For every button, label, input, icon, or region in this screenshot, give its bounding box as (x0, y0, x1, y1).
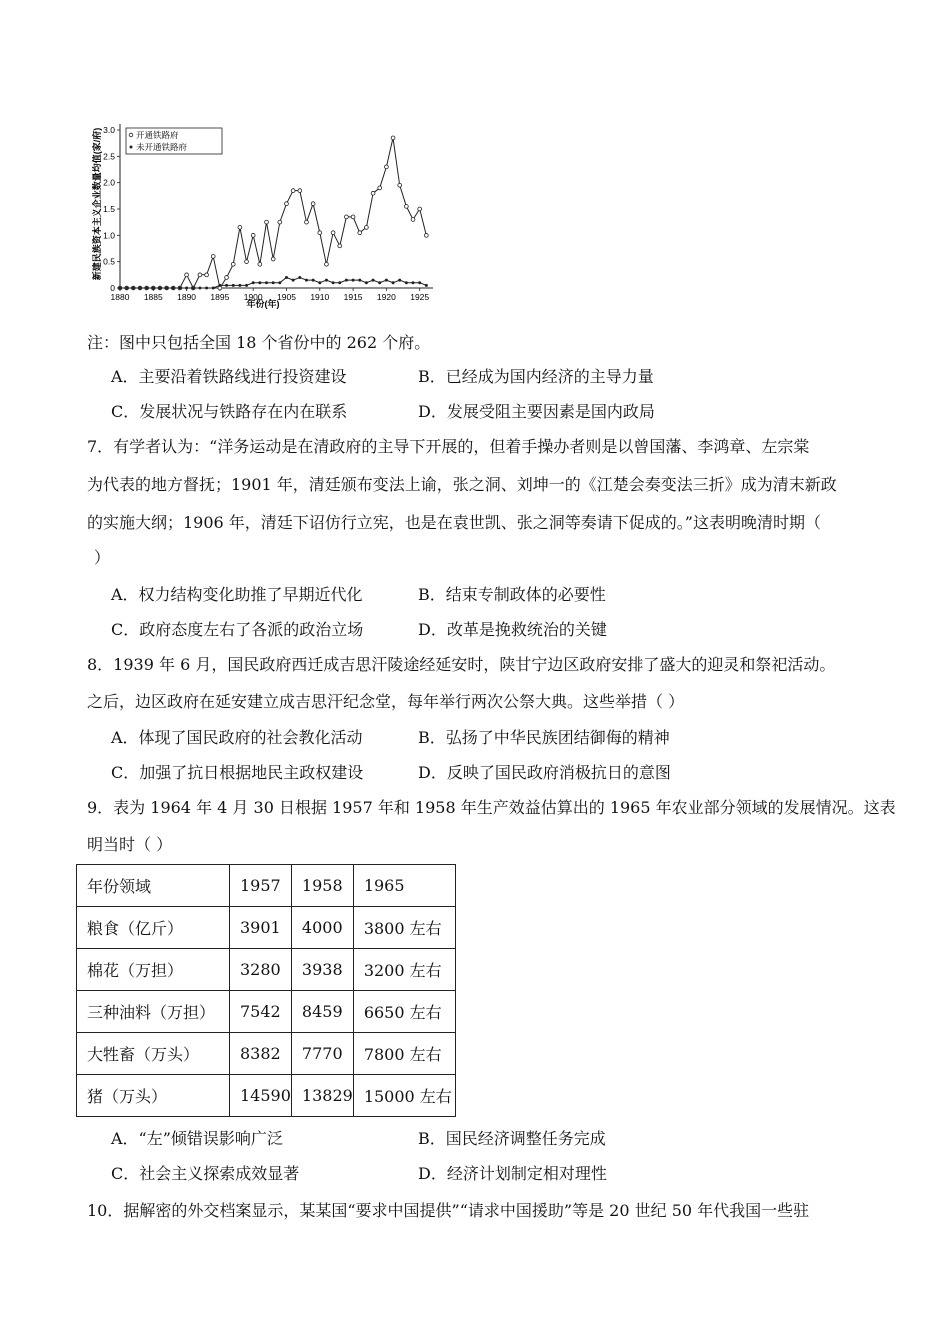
q7-option-d[interactable]: D．改革是挽救统治的关键 (418, 620, 607, 639)
data-point-railway (225, 276, 229, 280)
q9-stem-line1: 9．表为 1964 年 4 月 30 日根据 1957 年和 1958 年生产效益估算出的 1965 年农业部分领域的发展情况。这表 (87, 798, 896, 817)
x-tick-label: 1890 (177, 292, 197, 302)
x-tick-label: 1925 (410, 292, 430, 302)
chart-note: 注：图中只包括全国 18 个省份中的 262 个府。 (87, 333, 431, 352)
data-point-no-railway (192, 287, 195, 290)
q8-stem-line2: 之后，边区政府在延安建立成吉思汗纪念堂，每年举行两次公祭大典。这些举措（ ） (87, 692, 685, 711)
data-point-railway (358, 231, 362, 235)
data-point-railway (325, 262, 329, 266)
data-point-no-railway (425, 284, 428, 287)
table-cell: 粮食（亿斤） (77, 907, 230, 949)
data-point-railway (245, 260, 249, 264)
q7-option-c[interactable]: C．政府态度左右了各派的政治立场 (111, 620, 364, 639)
x-axis-label: 年份(年) (246, 299, 280, 309)
y-tick-label: 3.0 (103, 125, 115, 135)
q7-option-b[interactable]: B．结束专制政体的必要性 (418, 585, 606, 604)
table-cell: 6650 左右 (353, 991, 455, 1033)
q8-option-b[interactable]: B．弘扬了中华民族团结御侮的精神 (418, 728, 670, 747)
data-point-railway (371, 191, 375, 195)
data-point-no-railway (418, 281, 421, 284)
q6-option-b[interactable]: B．已经成为国内经济的主导力量 (418, 367, 654, 386)
data-point-railway (398, 183, 402, 187)
data-point-no-railway (298, 276, 301, 279)
y-tick-label: 2.0 (103, 177, 115, 188)
table-header-cell: 1965 (353, 865, 455, 907)
data-point-railway (391, 136, 395, 140)
y-tick-label: 0 (110, 283, 115, 293)
y-axis-label: 新建民族资本主义企业数量均值(家/府) (92, 127, 102, 281)
data-point-no-railway (312, 279, 315, 282)
legend-label-no-railway: 未开通铁路府 (136, 142, 188, 152)
chart-series (118, 136, 428, 290)
data-point-railway (211, 255, 215, 259)
table-header-row (77, 865, 456, 907)
q9-stem-line2: 明当时（ ） (87, 835, 173, 854)
table-header-cell: 年份领域 (77, 865, 230, 907)
table-cell: 3901 (230, 907, 292, 949)
data-point-railway (231, 262, 235, 266)
data-point-railway (265, 220, 269, 224)
data-point-railway (411, 218, 415, 222)
q8-option-a[interactable]: A．体现了国民政府的社会教化活动 (111, 728, 363, 747)
data-point-no-railway (332, 281, 335, 284)
data-point-railway (251, 233, 255, 237)
data-point-no-railway (358, 279, 361, 282)
data-point-railway (418, 207, 422, 211)
data-point-railway (205, 273, 209, 277)
q9-option-a[interactable]: A．“左”倾错误影响广泛 (111, 1129, 283, 1148)
x-tick-label: 1905 (277, 292, 296, 302)
data-point-no-railway (178, 287, 181, 290)
table-cell: 3280 (230, 949, 292, 991)
data-point-railway (238, 226, 242, 230)
data-point-railway (305, 220, 309, 224)
table-header-cell: 1957 (230, 865, 292, 907)
data-point-railway (331, 231, 335, 235)
data-point-railway (384, 165, 388, 169)
table-cell: 8459 (291, 991, 353, 1033)
data-point-no-railway (198, 287, 201, 290)
chart-legend (126, 128, 222, 154)
table-cell: 15000 左右 (353, 1075, 455, 1117)
data-point-no-railway (238, 284, 241, 287)
table-cell: 4000 (291, 907, 353, 949)
data-point-no-railway (352, 279, 355, 282)
data-point-no-railway (205, 287, 208, 290)
y-tick-label: 1.5 (103, 204, 115, 214)
data-point-railway (424, 233, 428, 237)
q6-option-c[interactable]: C．发展状况与铁路存在内在联系 (111, 402, 348, 421)
q8-stem-line1: 8．1939 年 6 月，国民政府西迁成吉思汗陵途经延安时，陕甘宁边区政府安排了盛大的迎灵和祭祀活动。 (87, 655, 836, 674)
q9-option-c[interactable]: C．社会主义探索成效显著 (111, 1164, 300, 1183)
data-point-railway (298, 189, 302, 193)
data-point-no-railway (172, 287, 175, 290)
q7-stem-line1: 7．有学者认为：“洋务运动是在清政府的主导下开展的，但着手操办者则是以曾国藩、李鸿章、左宗棠 (87, 437, 810, 456)
data-point-railway (378, 186, 382, 190)
table-row (77, 1075, 456, 1117)
q10-stem-line1: 10．据解密的外交档案显示，某某国“要求中国提供”“请求中国援助”等是 20 世纪 50 年代我国一些驻 (87, 1201, 810, 1220)
data-point-no-railway (325, 279, 328, 282)
table-cell: 7542 (230, 991, 292, 1033)
q7-stem-line4: ） (94, 548, 111, 567)
table-cell: 13829 (291, 1075, 353, 1117)
data-point-no-railway (212, 287, 215, 290)
data-point-railway (345, 215, 349, 219)
data-point-no-railway (412, 281, 415, 284)
data-point-no-railway (258, 281, 261, 284)
table-cell: 3938 (291, 949, 353, 991)
data-point-no-railway (132, 287, 135, 290)
x-tick-label: 1915 (343, 292, 363, 302)
data-point-railway (311, 202, 315, 206)
data-point-railway (271, 257, 275, 261)
agriculture-table (76, 864, 456, 1117)
legend-marker-open (129, 133, 133, 137)
y-tick-label: 2.5 (103, 151, 115, 162)
data-point-no-railway (252, 281, 255, 284)
data-point-no-railway (272, 281, 275, 284)
data-point-no-railway (158, 287, 161, 290)
series-line-railway (120, 138, 426, 288)
data-point-railway (291, 189, 295, 193)
legend-label-railway: 开通铁路府 (136, 130, 179, 140)
data-point-no-railway (245, 284, 248, 287)
data-point-railway (285, 202, 289, 206)
data-point-no-railway (318, 281, 321, 284)
data-point-no-railway (152, 287, 155, 290)
data-point-railway (258, 262, 262, 266)
q7-stem-line2: 为代表的地方督抚；1901 年，清廷颁布变法上谕，张之洞、刘坤一的《江楚会奏变法三折》成为清末新政 (87, 475, 837, 494)
y-tick-label: 0.5 (103, 256, 115, 267)
table-cell: 棉花（万担） (77, 949, 230, 991)
x-tick-label: 1885 (143, 292, 163, 302)
table-row (77, 907, 456, 949)
table-cell: 猪（万头） (77, 1075, 230, 1117)
table-cell: 8382 (230, 1033, 292, 1075)
x-tick-label: 1910 (310, 292, 330, 302)
table-cell: 大牲畜（万头） (77, 1033, 230, 1075)
data-point-no-railway (145, 287, 148, 290)
x-tick-label: 1880 (110, 292, 130, 302)
data-point-railway (278, 220, 282, 224)
data-point-no-railway (305, 279, 308, 282)
data-point-no-railway (265, 281, 268, 284)
table-cell: 14590 (230, 1075, 292, 1117)
data-point-no-railway (185, 287, 188, 290)
data-point-no-railway (365, 281, 368, 284)
q9-option-b[interactable]: B．国民经济调整任务完成 (418, 1129, 606, 1148)
table-row (77, 949, 456, 991)
data-point-railway (351, 215, 355, 219)
table-cell: 7800 左右 (353, 1033, 455, 1075)
data-point-no-railway (338, 281, 341, 284)
q7-stem-line3: 的实施大纲；1906 年，清廷下诏仿行立宪，也是在袁世凯、张之洞等奏请下促成的。”这表明晚清时期（ (87, 513, 821, 532)
data-point-no-railway (405, 281, 408, 284)
data-point-no-railway (218, 284, 221, 287)
data-point-no-railway (285, 276, 288, 279)
data-point-no-railway (225, 284, 228, 287)
data-point-no-railway (385, 279, 388, 282)
x-tick-label: 1900 (243, 292, 263, 302)
q8-option-d[interactable]: D．反映了国民政府消极抗日的意图 (418, 763, 671, 782)
data-point-no-railway (372, 279, 375, 282)
data-point-no-railway (392, 281, 395, 284)
data-point-railway (318, 231, 322, 235)
q7-option-a[interactable]: A．权力结构变化助推了早期近代化 (111, 585, 363, 604)
x-tick-label: 1920 (376, 292, 396, 302)
data-point-railway (338, 244, 342, 248)
legend-marker-filled (130, 146, 133, 149)
data-point-no-railway (119, 287, 122, 290)
table-cell: 3200 左右 (353, 949, 455, 991)
data-point-railway (198, 273, 202, 277)
data-point-no-railway (345, 279, 348, 282)
q6-option-a[interactable]: A．主要沿着铁路线进行投资建设 (111, 367, 347, 386)
q9-option-d[interactable]: D．经济计划制定相对理性 (418, 1164, 607, 1183)
data-point-no-railway (125, 287, 128, 290)
y-tick-label: 1.0 (103, 230, 115, 241)
table-row (77, 991, 456, 1033)
table-cell: 三种油料（万担） (77, 991, 230, 1033)
q6-option-d[interactable]: D．发展受阻主要因素是国内政局 (418, 402, 655, 421)
x-tick-label: 1895 (210, 292, 230, 302)
data-point-no-railway (398, 279, 401, 282)
q8-option-c[interactable]: C．加强了抗日根据地民主政权建设 (111, 763, 364, 782)
data-point-no-railway (165, 287, 168, 290)
data-point-no-railway (232, 284, 235, 287)
line-chart (88, 106, 438, 311)
data-point-no-railway (378, 281, 381, 284)
data-point-railway (185, 273, 189, 277)
data-point-railway (404, 204, 408, 208)
table-row (77, 1033, 456, 1075)
data-point-railway (365, 226, 369, 230)
table-header-cell: 1958 (291, 865, 353, 907)
data-point-no-railway (138, 287, 141, 290)
data-point-no-railway (278, 281, 281, 284)
data-point-no-railway (292, 279, 295, 282)
table-cell: 7770 (291, 1033, 353, 1075)
table-cell: 3800 左右 (353, 907, 455, 949)
